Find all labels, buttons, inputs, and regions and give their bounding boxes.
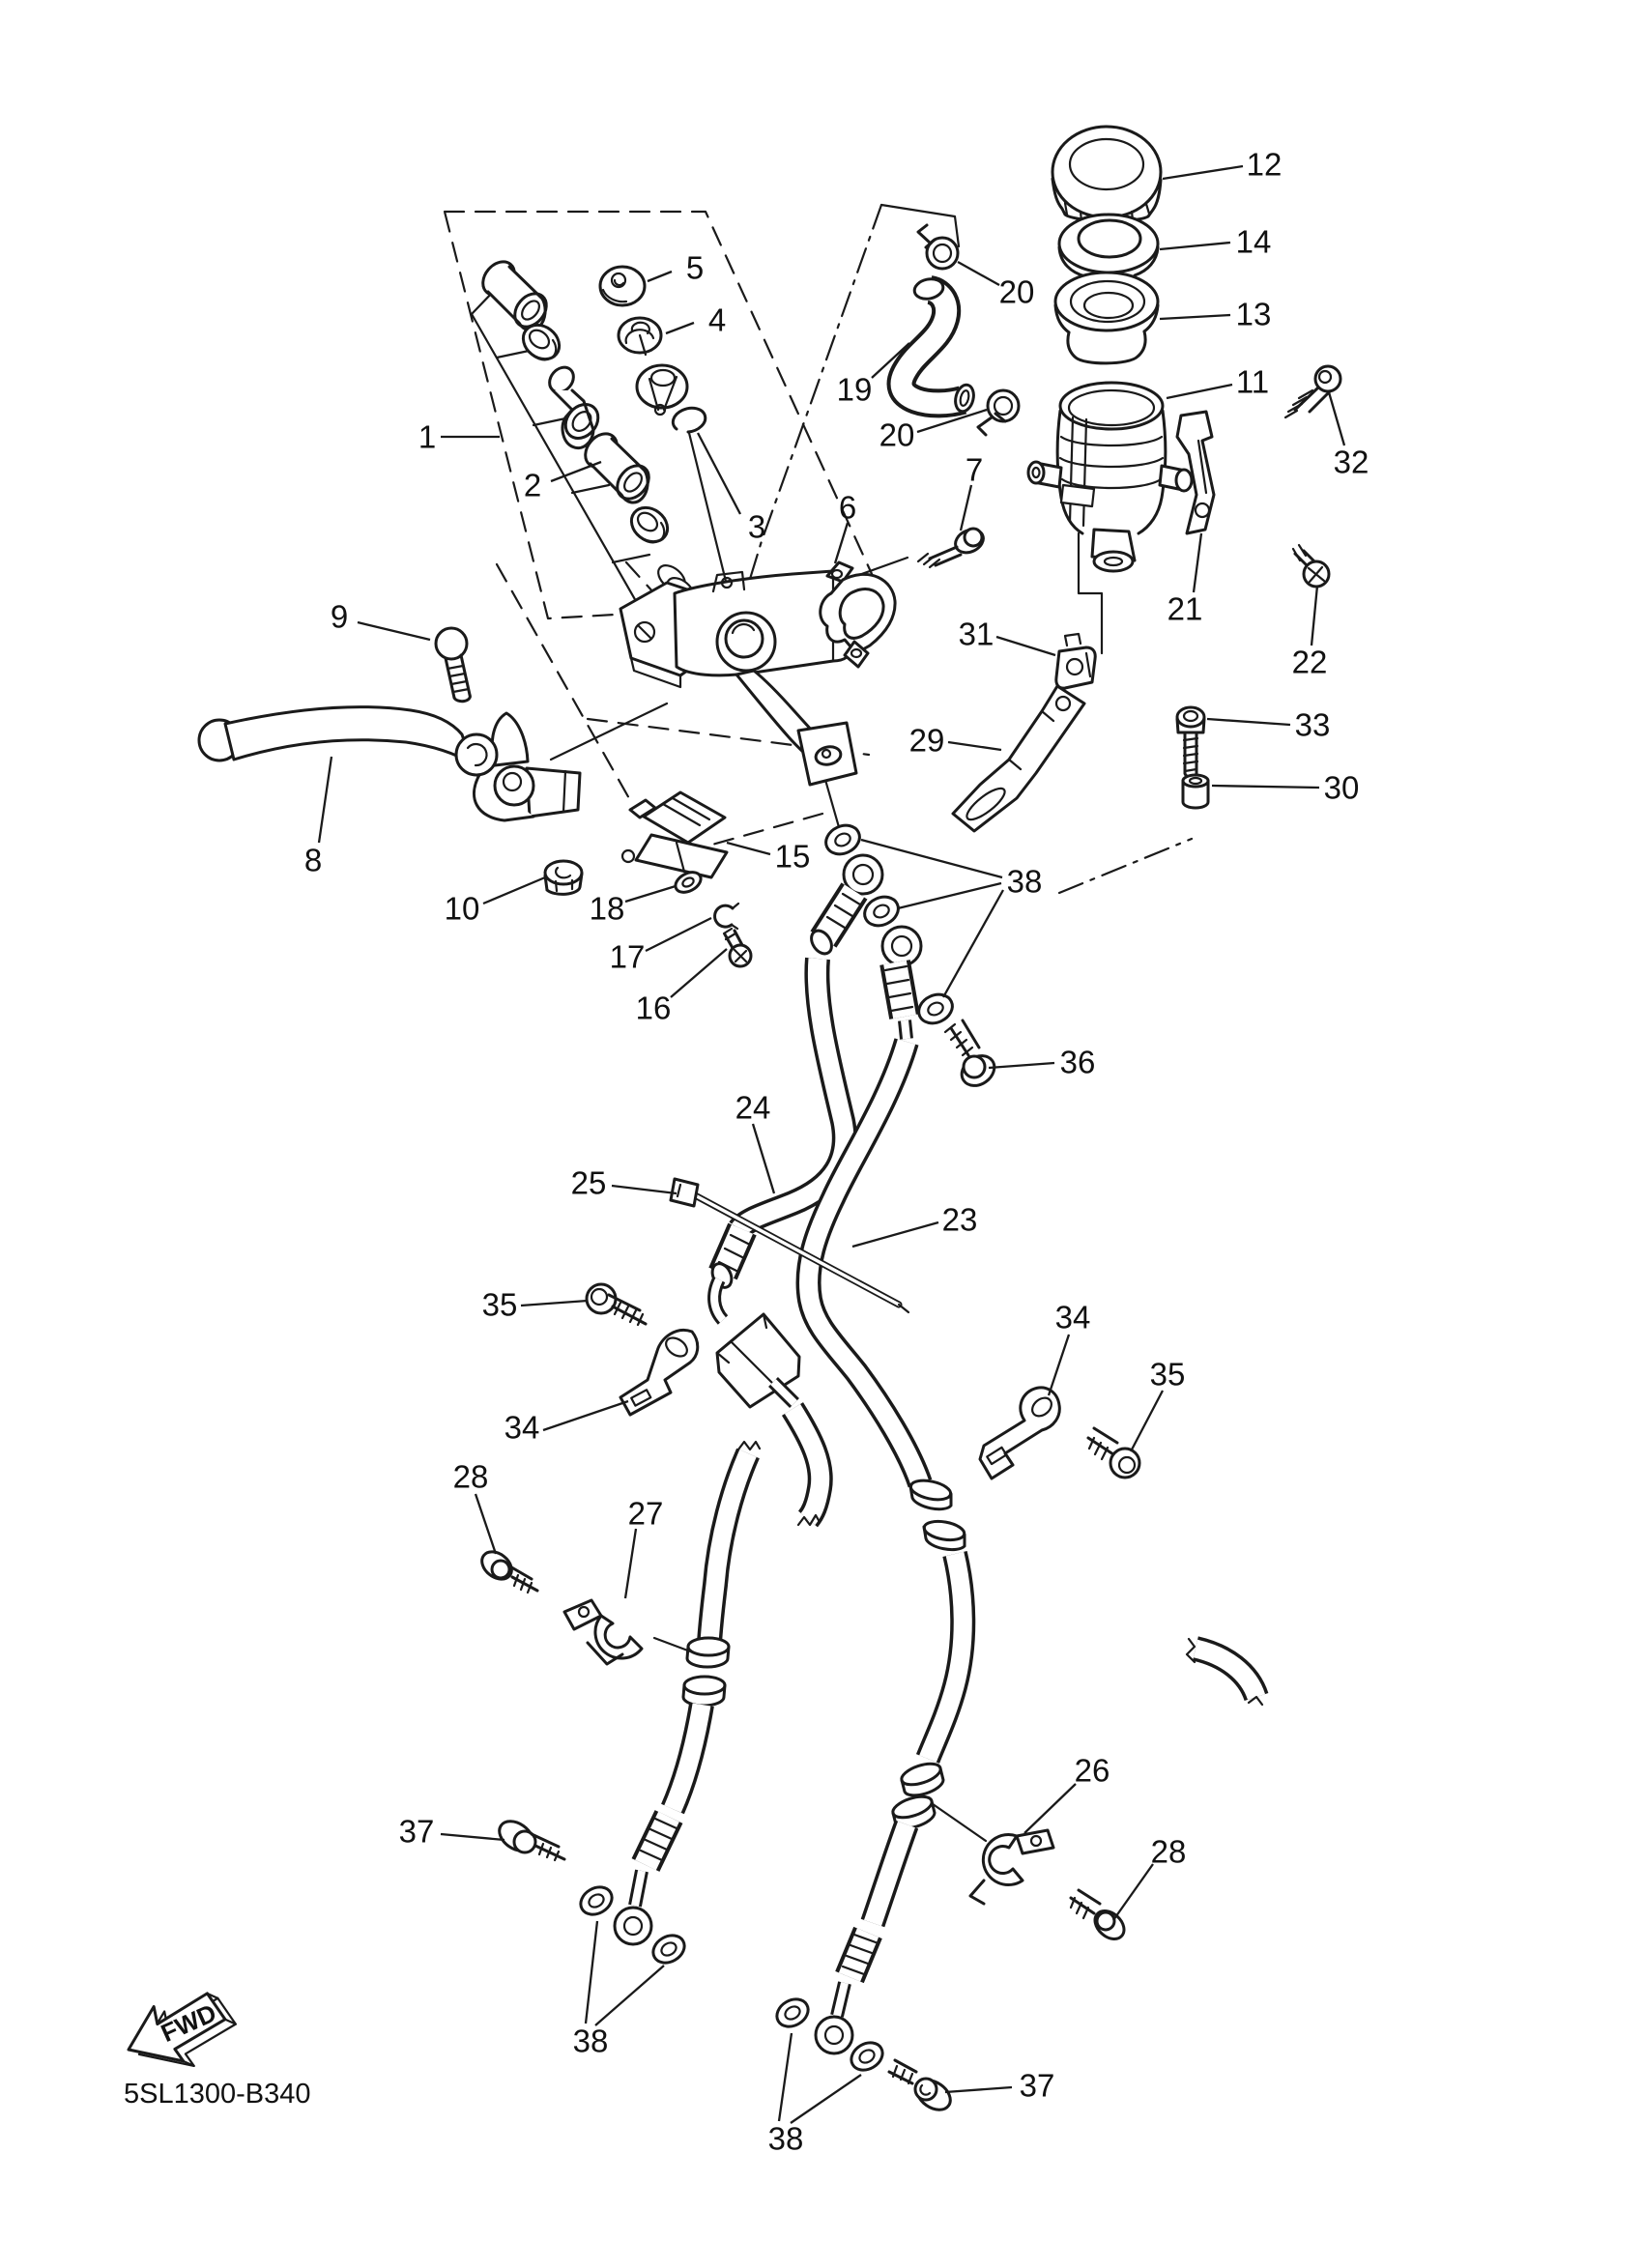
callout-number-37: 37 xyxy=(398,1813,435,1850)
fwd-label: FWD xyxy=(156,1997,221,2049)
callout-leader-18 xyxy=(625,886,676,902)
callout-leader-10 xyxy=(483,877,545,904)
fwd-arrow xyxy=(117,1979,245,2087)
callout-number-30: 30 xyxy=(1323,769,1360,806)
caliper-washer-right-b xyxy=(847,2037,887,2076)
callout-leader-23 xyxy=(852,1222,938,1247)
callout-leader-34 xyxy=(543,1401,628,1430)
callout-leader-6 xyxy=(835,523,848,563)
callout-leader-38 xyxy=(791,2075,861,2123)
callout-number-25: 25 xyxy=(570,1164,607,1201)
callout-leader-5 xyxy=(648,272,672,281)
callout-number-18: 18 xyxy=(589,890,625,927)
callout-leader-25 xyxy=(612,1186,677,1193)
callout-leader-38 xyxy=(943,890,1003,997)
lever-perch xyxy=(456,713,580,820)
callout-number-14: 14 xyxy=(1235,223,1272,260)
callout-leader-28 xyxy=(476,1494,496,1554)
stay-bracket-29 xyxy=(953,686,1084,831)
clamp-bolt-7 xyxy=(918,526,987,567)
callout-number-27: 27 xyxy=(627,1495,664,1532)
callout-leader-30 xyxy=(1212,786,1319,788)
bolt-33 xyxy=(1177,707,1204,777)
callout-number-1: 1 xyxy=(418,418,437,455)
callout-leader-21 xyxy=(1194,533,1201,592)
callout-leader-35 xyxy=(1131,1391,1163,1451)
diaphragm xyxy=(1055,273,1158,363)
callout-number-37: 37 xyxy=(1019,2067,1055,2104)
callout-number-4: 4 xyxy=(707,301,727,338)
callout-leader-31 xyxy=(996,637,1055,655)
lever-pivot-bolt xyxy=(436,628,470,702)
callout-number-35: 35 xyxy=(481,1286,518,1323)
front-brake-hose xyxy=(615,891,860,1944)
hose-clamp-right xyxy=(970,1830,1053,1904)
lever-nut xyxy=(545,861,582,894)
callout-number-12: 12 xyxy=(1246,146,1283,183)
bracket-bolt-left xyxy=(587,1284,646,1325)
reservoir-nipple-right xyxy=(1160,466,1192,491)
callout-number-32: 32 xyxy=(1333,444,1369,480)
callout-number-34: 34 xyxy=(504,1409,540,1446)
callout-leader-27 xyxy=(625,1529,636,1598)
kit-dust-boot xyxy=(637,365,687,415)
callout-leader-13 xyxy=(1160,315,1230,319)
kit-piston-secondary xyxy=(545,362,605,447)
callout-number-38: 38 xyxy=(572,2023,609,2059)
callout-leader-38 xyxy=(898,883,1001,908)
callout-number-15: 15 xyxy=(774,838,811,875)
callout-leader-20 xyxy=(958,262,999,285)
callout-number-22: 22 xyxy=(1291,644,1328,680)
callout-leader-33 xyxy=(1207,719,1290,725)
callout-number-29: 29 xyxy=(908,722,945,759)
callout-number-3: 3 xyxy=(747,508,766,545)
callout-leader-34 xyxy=(1049,1335,1069,1395)
hose-bracket-right xyxy=(980,1388,1059,1479)
callout-leader-16 xyxy=(671,949,727,997)
brake-lever xyxy=(199,707,472,763)
callout-leader-7 xyxy=(961,485,971,531)
callout-leader-22 xyxy=(1312,586,1317,646)
callout-number-23: 23 xyxy=(941,1201,978,1238)
callout-leader-38 xyxy=(595,1966,664,2025)
bracket-bolt-right xyxy=(1088,1428,1139,1478)
rear-hose-grommets-upper xyxy=(909,1478,966,1550)
callout-leader-29 xyxy=(948,742,1001,750)
callout-number-26: 26 xyxy=(1074,1752,1110,1789)
banjo-bolt-left xyxy=(494,1815,564,1860)
callout-number-20: 20 xyxy=(879,416,915,453)
callout-number-35: 35 xyxy=(1149,1356,1186,1392)
callout-number-10: 10 xyxy=(444,890,480,927)
callout-leader-32 xyxy=(1329,392,1344,445)
callout-number-24: 24 xyxy=(735,1089,771,1126)
callout-number-13: 13 xyxy=(1235,296,1272,332)
callout-number-9: 9 xyxy=(330,598,349,635)
reservoir-outlet-spout xyxy=(1092,530,1135,571)
callout-number-31: 31 xyxy=(958,616,994,652)
callout-leader-36 xyxy=(989,1063,1054,1068)
callout-number-21: 21 xyxy=(1167,590,1203,627)
caliper-washer-right-a xyxy=(772,1994,813,2032)
callout-leader-38 xyxy=(779,2033,792,2121)
brake-switch xyxy=(622,792,727,877)
callout-leader-24 xyxy=(753,1124,774,1193)
callout-number-6: 6 xyxy=(838,489,857,526)
kit-piston-primary xyxy=(476,255,553,332)
caliper-washer-left-b xyxy=(649,1930,689,1968)
screw-32 xyxy=(1285,366,1340,417)
rear-hose-banjo-top xyxy=(882,927,921,965)
callout-leader-8 xyxy=(319,757,331,843)
callout-leader-26 xyxy=(1024,1784,1076,1833)
callout-leader-35 xyxy=(521,1301,588,1306)
callout-number-8: 8 xyxy=(303,842,323,878)
callout-number-38: 38 xyxy=(767,2120,804,2157)
front-hose-grommets xyxy=(683,1638,729,1706)
kit-cup-seal-2 xyxy=(624,501,674,549)
callout-number-16: 16 xyxy=(635,990,672,1026)
callout-leader-37 xyxy=(945,2087,1012,2092)
hose-clip-top xyxy=(918,225,958,269)
callout-number-34: 34 xyxy=(1054,1299,1091,1335)
callout-number-19: 19 xyxy=(836,371,873,408)
hose-holder-clip xyxy=(1056,634,1095,688)
callout-number-2: 2 xyxy=(523,467,542,503)
switch-e-clip xyxy=(715,904,738,929)
callout-leader-12 xyxy=(1163,166,1243,179)
callout-number-20: 20 xyxy=(998,273,1035,310)
snap-ring xyxy=(673,408,705,432)
callout-number-36: 36 xyxy=(1059,1044,1096,1080)
callout-number-5: 5 xyxy=(685,249,705,286)
callout-leader-4 xyxy=(666,323,694,333)
kit-reservoir-plug xyxy=(600,267,645,305)
reservoir-cap xyxy=(1052,127,1161,224)
callout-number-28: 28 xyxy=(452,1458,489,1495)
callout-leader-15 xyxy=(727,843,770,854)
banjo-bolt-right xyxy=(889,2060,956,2116)
reservoir-nipple-left xyxy=(1028,462,1061,487)
callout-leader-9 xyxy=(358,622,430,640)
damper-30 xyxy=(1183,775,1208,808)
callout-leader-3 xyxy=(698,433,740,514)
switch-screw xyxy=(724,929,751,966)
callout-leader-28 xyxy=(1113,1864,1153,1920)
callout-number-17: 17 xyxy=(609,938,646,975)
callout-number-33: 33 xyxy=(1294,706,1331,743)
hose-stub xyxy=(1187,1639,1262,1705)
clamp-bolt-right xyxy=(1071,1890,1130,1944)
callout-number-38: 38 xyxy=(1006,863,1043,900)
hose-bracket-left xyxy=(620,1330,698,1415)
diaphragm-plate xyxy=(1059,215,1158,276)
rear-hose-grommets-lower xyxy=(890,1760,943,1828)
callout-leader-17 xyxy=(646,918,711,951)
caliper-washer-left-a xyxy=(576,1881,617,1920)
union-washer-middle xyxy=(860,892,903,932)
callout-leader-37 xyxy=(441,1834,504,1840)
hose-clamp-left xyxy=(564,1600,642,1664)
callout-number-7: 7 xyxy=(965,451,984,488)
diagram-code: 5SL1300-B340 xyxy=(124,2079,311,2110)
screw-22 xyxy=(1293,545,1329,587)
union-bolt-36 xyxy=(945,1020,1000,1092)
union-washer-top xyxy=(822,820,864,860)
callout-leader-11 xyxy=(1167,385,1232,398)
callout-leader-38 xyxy=(586,1921,597,2024)
hose-clip-bottom xyxy=(978,390,1019,435)
clamp-bolt-left xyxy=(476,1546,537,1593)
callout-leader-14 xyxy=(1160,243,1230,249)
reservoir-hose xyxy=(902,276,977,414)
callout-number-11: 11 xyxy=(1235,363,1270,400)
union-washer-bottom xyxy=(914,990,957,1029)
kit-seal-washer xyxy=(619,318,661,355)
callout-number-28: 28 xyxy=(1150,1833,1187,1870)
